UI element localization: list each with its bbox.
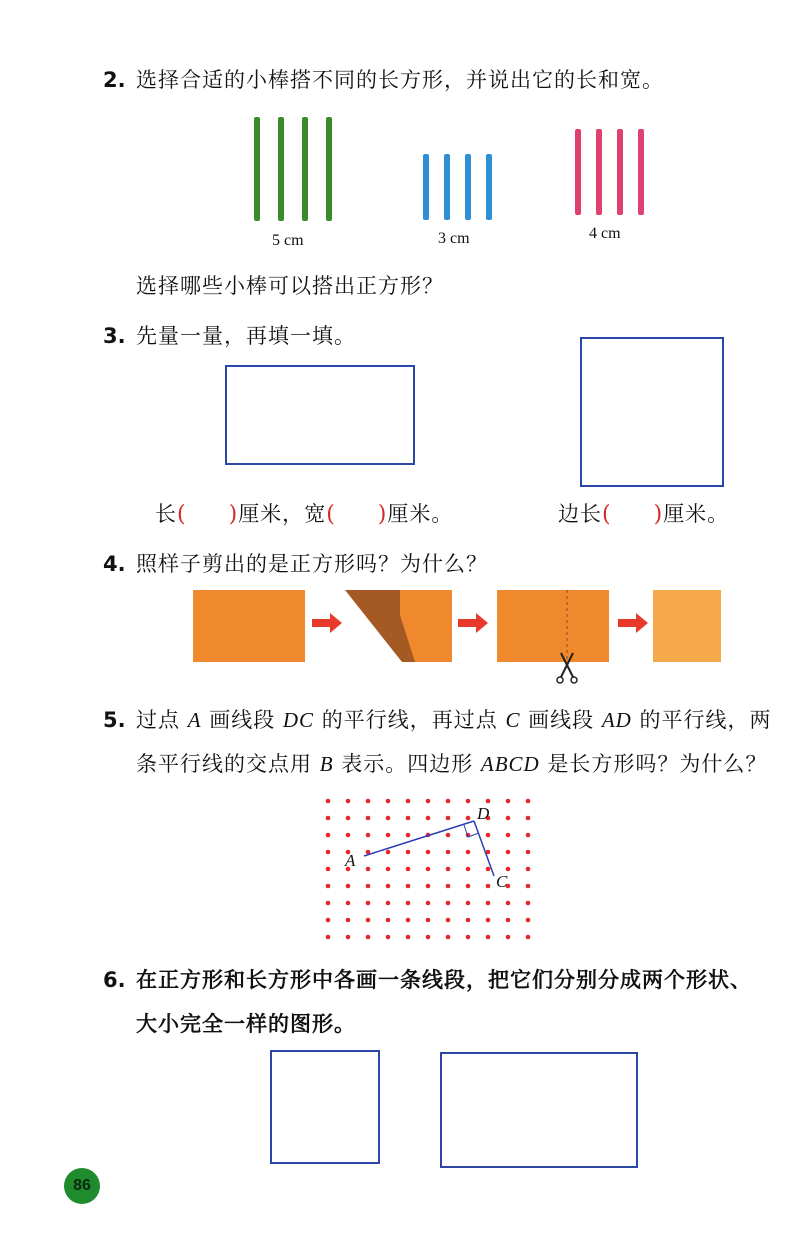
grid-dot: [506, 850, 511, 855]
q5-point-b: B: [319, 752, 334, 776]
question-3-text: 先量一量，再填一填。: [136, 324, 356, 348]
grid-dot: [526, 884, 531, 889]
length-unit: 厘米，: [238, 502, 305, 526]
grid-dot: [366, 918, 371, 923]
q5-point-a: A: [187, 708, 202, 732]
grid-dot: [366, 816, 371, 821]
grid-dot: [506, 901, 511, 906]
grid-dot: [426, 816, 431, 821]
q5-text-2: 画线段: [209, 708, 276, 732]
grid-dot: [426, 799, 431, 804]
grid-dot: [466, 816, 471, 821]
q5-segment-dc: DC: [282, 708, 315, 732]
grid-dot: [446, 935, 451, 940]
grid-dot: [366, 901, 371, 906]
q5-text-8: 是长方形吗？为什么？: [547, 752, 768, 776]
grid-dot: [466, 884, 471, 889]
pink-stick: [575, 129, 581, 215]
point-c-label: C: [496, 872, 508, 891]
blue-stick: [423, 154, 429, 220]
grid-dot: [326, 867, 331, 872]
q5-text-6: 条平行线的交点用: [136, 752, 312, 776]
q5-text-3: 的平行线，再过点: [321, 708, 498, 732]
paper-step-4-square: [653, 590, 721, 662]
grid-dot: [346, 901, 351, 906]
grid-dot: [466, 918, 471, 923]
green-stick: [326, 117, 332, 221]
grid-dot: [386, 799, 391, 804]
length-open-paren: (: [177, 502, 187, 527]
grid-dot: [446, 867, 451, 872]
square-to-divide[interactable]: [270, 1050, 380, 1164]
page-number-badge: [64, 1168, 100, 1204]
grid-dot: [326, 833, 331, 838]
side-unit: 厘米。: [663, 502, 730, 526]
grid-dot: [466, 867, 471, 872]
grid-dot: [526, 918, 531, 923]
grid-dot: [366, 833, 371, 838]
side-open-paren: (: [602, 502, 612, 527]
q5-segment-ad: AD: [601, 708, 632, 732]
grid-dot: [426, 935, 431, 940]
grid-dots: [326, 799, 531, 940]
grid-dot: [486, 884, 491, 889]
grid-dot: [386, 918, 391, 923]
side-close-paren: ): [653, 502, 664, 527]
green-stick: [302, 117, 308, 221]
grid-dot: [326, 850, 331, 855]
grid-dot: [406, 850, 411, 855]
grid-dot: [506, 935, 511, 940]
grid-dot: [366, 867, 371, 872]
blue-sticks-drawing: [420, 152, 500, 222]
grid-dot: [326, 935, 331, 940]
green-stick: [254, 117, 260, 221]
question-6-line-2: 大小完全一样的图形。: [136, 1011, 356, 1036]
question-4-text: 照样子剪出的是正方形吗？为什么？: [136, 552, 488, 576]
grid-dot: [486, 901, 491, 906]
grid-dot: [326, 884, 331, 889]
length-label: 长: [155, 502, 177, 526]
grid-dot: [406, 901, 411, 906]
pink-sticks: [573, 127, 648, 217]
grid-dot: [326, 816, 331, 821]
grid-dot: [386, 833, 391, 838]
width-close-paren: ): [377, 502, 388, 527]
grid-dot: [366, 799, 371, 804]
paper-folding-steps: [190, 585, 730, 685]
grid-dot: [466, 935, 471, 940]
green-stick: [278, 117, 284, 221]
paper-step-1: [193, 590, 305, 662]
green-sticks-drawing: [250, 115, 340, 225]
grid-dot: [346, 816, 351, 821]
grid-dot: [446, 884, 451, 889]
grid-dot: [386, 816, 391, 821]
paper-folding-drawing: [190, 585, 730, 685]
question-6-number: 6.: [103, 968, 126, 992]
grid-dot: [506, 816, 511, 821]
arrow-1: [312, 613, 342, 633]
grid-dot: [386, 901, 391, 906]
grid-dot: [366, 935, 371, 940]
grid-dot: [526, 799, 531, 804]
grid-dot: [486, 833, 491, 838]
grid-dot: [426, 884, 431, 889]
blue-stick: [465, 154, 471, 220]
grid-dot: [446, 901, 451, 906]
grid-dot: [346, 935, 351, 940]
grid-dot: [466, 799, 471, 804]
pink-stick: [638, 129, 644, 215]
grid-dot: [386, 850, 391, 855]
question-5-line-1: [136, 704, 772, 734]
grid-dot: [446, 833, 451, 838]
grid-dot: [406, 816, 411, 821]
square-to-measure: [580, 337, 724, 487]
grid-dot: [466, 850, 471, 855]
grid-dot: [346, 918, 351, 923]
q5-text-7: 表示。四边形: [341, 752, 474, 776]
grid-dot: [346, 799, 351, 804]
grid-dot: [446, 850, 451, 855]
q5-text-1: 过点: [136, 708, 180, 732]
q5-quad-abcd: ABCD: [480, 752, 540, 776]
grid-dot: [486, 799, 491, 804]
pink-stick: [596, 129, 602, 215]
grid-dot: [346, 884, 351, 889]
rectangle-answer-line: [155, 498, 453, 528]
grid-dot: [526, 833, 531, 838]
grid-dot: [406, 799, 411, 804]
arrow-3: [618, 613, 648, 633]
grid-dot: [406, 833, 411, 838]
grid-dot: [426, 850, 431, 855]
grid-dot: [526, 935, 531, 940]
green-sticks: [250, 115, 340, 225]
grid-dot: [526, 901, 531, 906]
grid-dot: [386, 935, 391, 940]
pink-stick-label: 4 cm: [589, 225, 621, 242]
grid-dot: [406, 935, 411, 940]
grid-dot: [446, 799, 451, 804]
grid-dot: [406, 867, 411, 872]
grid-dot: [486, 918, 491, 923]
width-open-paren: (: [326, 502, 336, 527]
point-a-label: A: [345, 851, 356, 870]
grid-dot: [506, 867, 511, 872]
paper-step-3: [497, 590, 609, 662]
question-5-number: 5.: [103, 708, 126, 732]
question-4-number: 4.: [103, 552, 126, 576]
grid-dot: [406, 918, 411, 923]
grid-dot: [486, 935, 491, 940]
q5-text-4: 画线段: [528, 708, 595, 732]
dot-grid: [322, 795, 562, 940]
grid-dot: [526, 850, 531, 855]
grid-dot: [326, 918, 331, 923]
grid-dot: [426, 918, 431, 923]
grid-dot: [526, 867, 531, 872]
green-stick-label: 5 cm: [272, 232, 304, 249]
grid-dot: [466, 901, 471, 906]
rectangle-to-divide[interactable]: [440, 1052, 638, 1168]
point-d-label: D: [477, 804, 490, 823]
blue-stick: [486, 154, 492, 220]
width-label: 宽: [304, 502, 327, 526]
grid-dot: [386, 867, 391, 872]
grid-dot: [506, 833, 511, 838]
grid-dot: [426, 901, 431, 906]
pink-stick: [617, 129, 623, 215]
question-3-number: 3.: [103, 324, 126, 348]
length-close-paren: ): [228, 502, 239, 527]
grid-dot: [446, 816, 451, 821]
pink-sticks-drawing: [573, 127, 648, 217]
question-2-text: 选择合适的小棒搭不同的长方形，并说出它的长和宽。: [136, 68, 664, 92]
grid-dot: [326, 901, 331, 906]
grid-dot: [506, 918, 511, 923]
question-6-line-1: 在正方形和长方形中各画一条线段，把它们分别分成两个形状、: [136, 967, 752, 992]
square-answer-line: [558, 498, 729, 528]
question-2-number: 2.: [103, 68, 126, 92]
segment-dc: [474, 821, 494, 876]
side-label: 边长: [558, 502, 602, 526]
dot-grid-figure: [322, 795, 562, 940]
page-number: 86: [73, 1177, 91, 1194]
grid-dot: [346, 833, 351, 838]
q5-point-c: C: [505, 708, 521, 732]
blue-stick: [444, 154, 450, 220]
grid-dot: [366, 884, 371, 889]
width-unit: 厘米。: [387, 502, 454, 526]
grid-dot: [386, 884, 391, 889]
grid-dot: [446, 918, 451, 923]
grid-dot: [426, 867, 431, 872]
question-5-line-2: [136, 748, 767, 778]
grid-dot: [526, 816, 531, 821]
arrow-2: [458, 613, 488, 633]
rectangle-to-measure: [225, 365, 415, 465]
blue-sticks: [420, 152, 500, 222]
grid-dot: [486, 867, 491, 872]
blue-stick-label: 3 cm: [438, 230, 470, 247]
segment-ad: [364, 821, 474, 856]
grid-dot: [406, 884, 411, 889]
q5-text-5: 的平行线，两: [639, 708, 772, 732]
grid-dot: [326, 799, 331, 804]
grid-dot: [506, 799, 511, 804]
question-2-sub: 选择哪些小棒可以搭出正方形？: [136, 274, 444, 298]
